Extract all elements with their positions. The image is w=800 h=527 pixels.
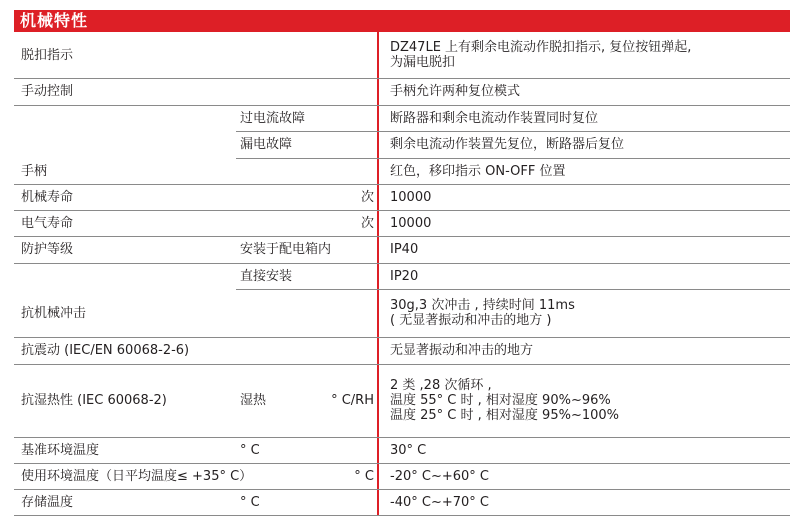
- row-label: 电气寿命: [21, 216, 74, 231]
- row-value: IP20: [390, 269, 419, 284]
- row-label: 手动控制: [21, 84, 74, 99]
- row-sublabel: 直接安装: [240, 269, 293, 284]
- row-value: 为漏电脱扣: [390, 55, 456, 70]
- row-value: 30° C: [390, 443, 427, 458]
- row-value: -40° C~+70° C: [390, 495, 489, 510]
- row-value: 10000: [390, 190, 432, 205]
- row-label: 基准环境温度: [21, 443, 100, 458]
- row-value: 断路器和剩余电流动作装置同时复位: [390, 111, 599, 126]
- row-value: 剩余电流动作装置先复位，断路器后复位: [390, 137, 625, 152]
- row-value: 30g,3 次冲击 , 持续时间 11ms: [390, 298, 575, 313]
- table-row: [14, 210, 790, 237]
- row-value: 2 类 ,28 次循环 ,: [390, 378, 492, 393]
- row-sublabel: 过电流故障: [240, 111, 306, 126]
- row-sublabel: 湿热: [240, 393, 267, 408]
- section-title: 机械特性: [20, 11, 89, 30]
- row-sublabel: ° C: [240, 443, 260, 458]
- row-label: 防护等级: [21, 242, 74, 257]
- row-value: DZ47LE 上有剩余电流动作脱扣指示, 复位按钮弹起,: [390, 40, 692, 55]
- row-value: 红色，移印指示 ON-OFF 位置: [390, 164, 566, 179]
- row-unit: 次: [360, 216, 374, 231]
- row-value: -20° C~+60° C: [390, 469, 489, 484]
- row-label: 抗震动 (IEC/EN 60068-2-6): [21, 343, 190, 358]
- row-value: 温度 25° C 时 , 相对湿度 95%~100%: [390, 408, 619, 423]
- row-unit: 次: [360, 190, 374, 205]
- table-row: [236, 131, 790, 159]
- row-sublabel: 安装于配电箱内: [240, 242, 332, 257]
- row-label: 抗机械冲击: [21, 306, 87, 321]
- table-row: [14, 337, 790, 365]
- table-row: [236, 263, 790, 290]
- table-row: [14, 364, 790, 438]
- row-value: 手柄允许两种复位模式: [390, 84, 521, 99]
- row-label: 使用环境温度（日平均温度≤ +35° C）: [21, 469, 253, 484]
- row-value: 无显著振动和冲击的地方: [390, 343, 534, 358]
- section-title-bar: [14, 10, 790, 32]
- row-label: 机械寿命: [21, 190, 74, 205]
- row-label: 脱扣指示: [21, 48, 74, 63]
- row-sublabel: 漏电故障: [240, 137, 293, 152]
- row-sublabel: ° C: [240, 495, 260, 510]
- table-row: [14, 236, 790, 264]
- table-row: [14, 437, 790, 464]
- table-row: [14, 289, 790, 338]
- table-row: [14, 489, 790, 516]
- row-label: 存储温度: [21, 495, 74, 510]
- table-row: [14, 78, 790, 106]
- row-label: 抗湿热性 (IEC 60068-2): [21, 393, 167, 408]
- row-unit: ° C: [354, 469, 374, 484]
- row-value: ( 无显著振动和冲击的地方 ): [390, 313, 552, 328]
- row-value: 10000: [390, 216, 432, 231]
- table-row: [14, 463, 790, 490]
- row-unit: ° C/RH: [331, 393, 374, 408]
- row-value: IP40: [390, 242, 419, 257]
- table-row: [14, 158, 790, 185]
- row-label: 手柄: [21, 164, 48, 179]
- row-value: 温度 55° C 时 , 相对湿度 90%~96%: [390, 393, 611, 408]
- table-row: [236, 105, 790, 132]
- table-row: [14, 184, 790, 211]
- table-row: [14, 32, 790, 79]
